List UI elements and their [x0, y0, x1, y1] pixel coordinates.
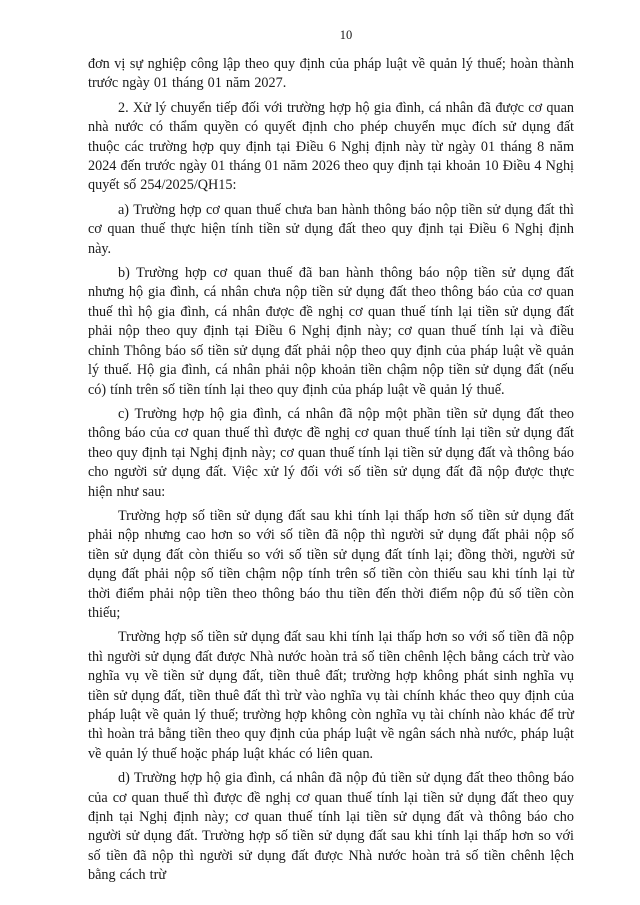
paragraph-point-c: c) Trường hợp hộ gia đình, cá nhân đã nộp một phần tiền sử dụng đất theo thông báo của cơ quan thuế thì được đề nghị cơ quan thuế tính lại tiền sử dụng đất theo quy định tại Nghị định này; cơ quan thuế tính lại tiền sử dụng đất và thông báo cho người sử dụng đất. Việc xử lý đối với số tiền sử dụng đất đã nộp được thực hiện như sau:: [88, 405, 574, 500]
paragraph-case-underpaid: Trường hợp số tiền sử dụng đất sau khi tính lại thấp hơn số tiền sử dụng đất phải nộp nhưng cao hơn so với số tiền đã nộp thì người sử dụng đất phải nộp số tiền sử dụng đất còn thiếu so với số tiền sử dụng đất tính lại; đồng thời, người sử dụng đất phải nộp số tiền chậm nộp tính trên số tiền còn thiếu sau khi tính lại từ thời điểm phải nộp tiền theo thông báo thu tiền đến thời điểm nộp đủ số tiền còn thiếu;: [88, 507, 574, 621]
paragraph-point-b: b) Trường hợp cơ quan thuế đã ban hành thông báo nộp tiền sử dụng đất nhưng hộ gia đình, cá nhân chưa nộp tiền sử dụng đất theo thông báo của cơ quan thuế thì hộ gia đình, cá nhân được đề nghị cơ quan thuế tính lại tiền sử dụng đất phải nộp theo quy định tại Điều 6 Nghị định này; cơ quan thuế tính lại và điều chỉnh Thông báo số tiền sử dụng đất phải nộp theo quy định của pháp luật về quản lý thuế. Hộ gia đình, cá nhân phải nộp khoản tiền chậm nộp tiền sử dụng đất (nếu có) tính trên số tiền tính lại theo quy định của pháp luật về quản lý thuế.: [88, 265, 574, 398]
paragraph-case-overpaid: Trường hợp số tiền sử dụng đất sau khi tính lại thấp hơn so với số tiền đã nộp thì người sử dụng đất được Nhà nước hoàn trả số tiền chênh lệch bằng cách trừ vào nghĩa vụ về tiền sử dụng đất, tiền thuê đất; trường hợp không phát sinh nghĩa vụ tiền sử dụng đất, tiền thuê đất thì trừ vào nghĩa vụ tài chính khác theo quy định của pháp luật về quản lý thuế; trường hợp không còn nghĩa vụ tài chính nào khác để trừ thì hoàn trả bằng tiền theo quy định của pháp luật về ngân sách nhà nước, pháp luật về quản lý thuế hoặc pháp luật khác có liên quan.: [88, 629, 574, 762]
document-body: [88, 55, 574, 886]
paragraph-clause-2: 2. Xử lý chuyển tiếp đối với trường hợp hộ gia đình, cá nhân đã được cơ quan nhà nước có thẩm quyền có quyết định cho phép chuyển mục đích sử dụng đất thuộc các trường hợp quy định tại Điều 6 Nghị định này từ ngày 01 tháng 8 năm 2024 đến trước ngày 01 tháng 01 năm 2026 theo quy định tại khoản 10 Điều 4 Nghị quyết số 254/2025/QH15:: [88, 99, 574, 194]
paragraph-point-d: d) Trường hợp hộ gia đình, cá nhân đã nộp đủ tiền sử dụng đất theo thông báo của cơ quan thuế thì được đề nghị cơ quan thuế tính lại tiền sử dụng đất theo quy định tại Nghị định này; cơ quan thuế tính lại tiền sử dụng đất và thông báo cho người sử dụng đất. Trường hợp số tiền sử dụng đất sau khi tính lại thấp hơn so với số tiền đã nộp thì người sử dụng đất được Nhà nước hoàn trả số tiền chênh lệch bằng cách trừ: [88, 770, 574, 884]
paragraph-point-a: a) Trường hợp cơ quan thuế chưa ban hành thông báo nộp tiền sử dụng đất thì cơ quan thuế thực hiện tính tiền sử dụng đất theo quy định tại Điều 6 Nghị định này.: [88, 201, 574, 257]
page-number: 10: [339, 28, 353, 42]
paragraph-continuation: đơn vị sự nghiệp công lập theo quy định của pháp luật về quản lý thuế; hoàn thành trước ngày 01 tháng 01 năm 2027.: [88, 56, 574, 92]
